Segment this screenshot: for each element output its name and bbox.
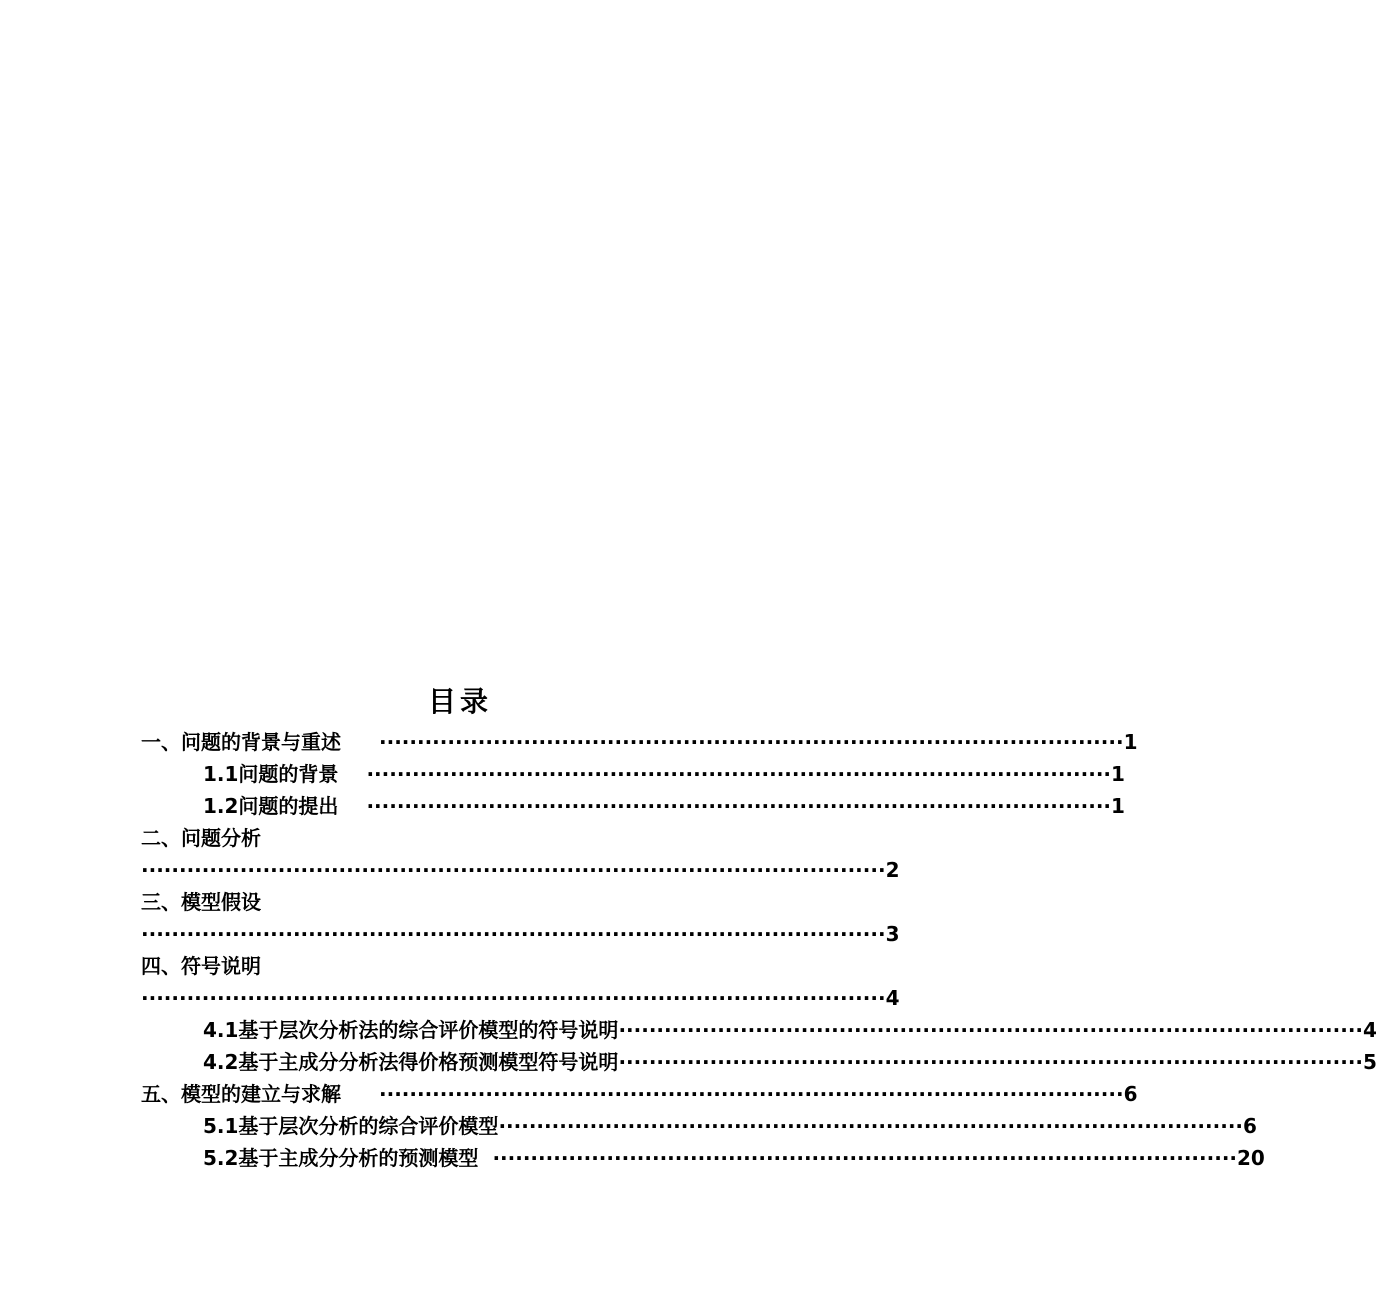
- toc-entry-label: 4.2基于主成分分析法得价格预测模型符号说明: [203, 1050, 619, 1074]
- toc-leader-dots: ··································································································: [379, 1082, 1124, 1106]
- toc-entry-page: 3: [885, 922, 900, 946]
- toc-entry-page: 1: [1111, 794, 1125, 818]
- toc-leader-dots: ··································································································: [379, 730, 1124, 754]
- toc-leader-dots: ··································································································: [618, 1018, 1364, 1042]
- toc-entry[interactable]: [203, 1017, 1377, 1043]
- toc-entry-label: 4.1基于层次分析法的综合评价模型的符号说明: [203, 1018, 619, 1042]
- toc-entry-leader: [141, 857, 900, 883]
- toc-entry-label: 5.1基于层次分析的综合评价模型: [203, 1114, 499, 1138]
- toc-title: 目录: [427, 685, 492, 718]
- toc-entry[interactable]: [203, 761, 1125, 787]
- toc-leader-dots: ··································································································: [618, 1050, 1364, 1074]
- toc-entry-label: 五、模型的建立与求解: [141, 1082, 341, 1106]
- toc-entry-page: 6: [1123, 1082, 1138, 1106]
- toc-entry-label[interactable]: 三、模型假设: [141, 890, 261, 914]
- toc-entry-leader: [141, 921, 900, 947]
- toc-leader-dots: ··································································································: [141, 986, 886, 1010]
- toc-leader-dots: ··································································································: [141, 858, 886, 882]
- toc-entry[interactable]: [141, 729, 1138, 755]
- toc-entry[interactable]: [203, 1049, 1377, 1075]
- toc-entry-label[interactable]: 四、符号说明: [141, 954, 261, 978]
- toc-leader-dots: ··································································································: [366, 794, 1112, 818]
- toc-entry[interactable]: [203, 1113, 1257, 1139]
- toc-entry-label: 一、问题的背景与重述: [141, 730, 341, 754]
- toc-leader-dots: ··································································································: [141, 922, 886, 946]
- toc-entry-leader: [141, 985, 900, 1011]
- toc-entry-label: 5.2基于主成分分析的预测模型: [203, 1146, 479, 1170]
- toc-entry-page: 6: [1243, 1114, 1257, 1138]
- toc-entry-page: 4: [885, 986, 900, 1010]
- toc-entry-page: 20: [1237, 1146, 1265, 1170]
- toc-leader-dots: ··································································································: [498, 1114, 1244, 1138]
- toc-entry[interactable]: [203, 793, 1125, 819]
- toc-entry[interactable]: [141, 1081, 1138, 1107]
- toc-entry-page: 2: [885, 858, 900, 882]
- toc-entry-page: 1: [1123, 730, 1138, 754]
- toc-leader-dots: ··································································································: [366, 762, 1112, 786]
- toc-entry-label: 1.1问题的背景: [203, 762, 339, 786]
- toc-entry-label: 1.2问题的提出: [203, 794, 339, 818]
- toc-entry-label[interactable]: 二、问题分析: [141, 826, 261, 850]
- toc-entry[interactable]: [203, 1145, 1265, 1171]
- toc-entry-page: 4: [1363, 1018, 1377, 1042]
- toc-leader-dots: ··································································································: [492, 1146, 1238, 1170]
- toc-entry-page: 5: [1363, 1050, 1377, 1074]
- toc-entry-page: 1: [1111, 762, 1125, 786]
